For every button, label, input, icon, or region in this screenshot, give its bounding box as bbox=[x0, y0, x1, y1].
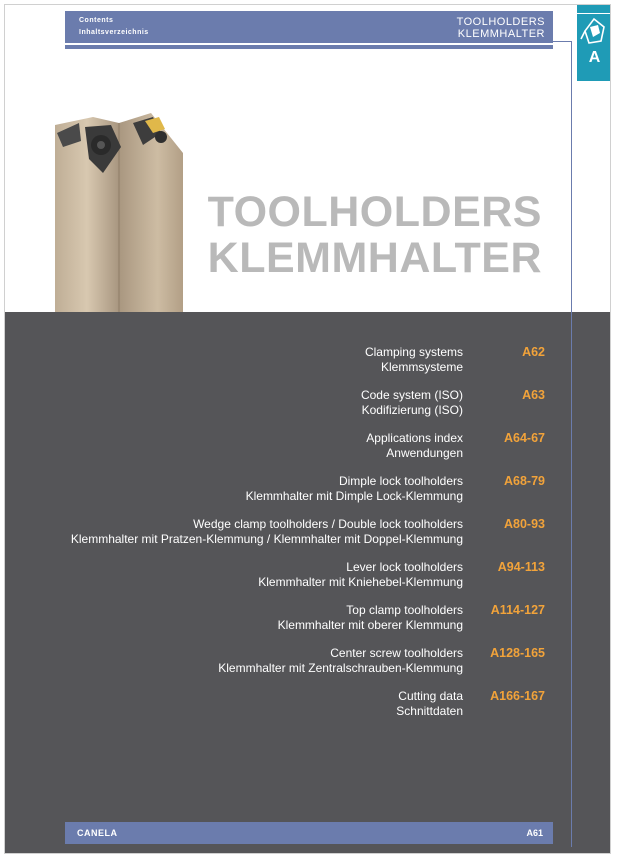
toc-entry-title-de: Klemmhalter mit Zentralschrauben-Klemmung bbox=[218, 661, 463, 675]
toc-entry-applications-index[interactable] bbox=[45, 431, 545, 465]
toc-entry-cutting-data[interactable] bbox=[45, 689, 545, 723]
toc-entry-title-en: Lever lock toolholders bbox=[346, 560, 463, 574]
toc-entry-center-screw[interactable] bbox=[45, 646, 545, 680]
toc-entry-dimple-lock[interactable] bbox=[45, 474, 545, 508]
toc-entry-title-de: Klemmsysteme bbox=[380, 360, 463, 374]
section-tab-a[interactable] bbox=[577, 5, 611, 81]
brand-logo: CANELA bbox=[77, 828, 118, 838]
page-number: A61 bbox=[526, 828, 543, 838]
toc-entry-title-de: Klemmhalter mit Kniehebel-Klemmung bbox=[258, 575, 463, 589]
toc-entry-title-en: Dimple lock toolholders bbox=[338, 474, 463, 488]
header-contents-label: Contents bbox=[79, 17, 114, 24]
toc-entry-title-en: Top clamp toolholders bbox=[346, 603, 463, 617]
toc-entry-page: A94-113 bbox=[497, 560, 545, 574]
toc-entry-title-en: Center screw toolholders bbox=[330, 646, 463, 660]
toc-entry-title-de: Klemmhalter mit Dimple Lock-Klemmung bbox=[245, 489, 463, 503]
toc-entry-code-system[interactable] bbox=[45, 388, 545, 422]
toc-entry-page: A68-79 bbox=[504, 474, 545, 488]
toc-entry-page: A80-93 bbox=[504, 517, 545, 531]
frame-line-vertical bbox=[571, 41, 572, 847]
toc-entry-title-de: Anwendungen bbox=[386, 446, 463, 460]
toc-entry-page: A63 bbox=[522, 388, 545, 402]
title-line-en: TOOLHOLDERS bbox=[207, 188, 542, 236]
toc-entry-page: A166-167 bbox=[490, 689, 545, 703]
toc-entry-wedge-clamp[interactable] bbox=[45, 517, 545, 551]
toc-entry-page: A114-127 bbox=[490, 603, 545, 617]
toc-entry-title-en: Clamping systems bbox=[364, 345, 463, 359]
toc-entry-title-de: Klemmhalter mit Pratzen-Klemmung / Klemmhalter mit Doppel-Klemmung bbox=[70, 532, 463, 546]
page-title bbox=[208, 189, 542, 281]
toc-entry-lever-lock[interactable] bbox=[45, 560, 545, 594]
header-section-title-de: KLEMMHALTER bbox=[457, 28, 545, 40]
toc-entry-top-clamp[interactable] bbox=[45, 603, 545, 637]
footer-bar bbox=[65, 822, 553, 844]
tab-letter: A bbox=[588, 49, 601, 66]
toc-entry-title-en: Wedge clamp toolholders / Double lock toolholders bbox=[193, 517, 463, 531]
toc-entry-title-en: Cutting data bbox=[398, 689, 463, 703]
header-bar bbox=[65, 11, 553, 49]
toc-entry-clamping-systems[interactable] bbox=[45, 345, 545, 379]
toc-entry-page: A64-67 bbox=[504, 431, 545, 445]
toc-entry-page: A62 bbox=[522, 345, 545, 359]
toc-entry-title-de: Kodifizierung (ISO) bbox=[361, 403, 463, 417]
toc-entry-title-en: Code system (ISO) bbox=[360, 388, 463, 402]
header-divider bbox=[65, 43, 553, 45]
title-line-de: KLEMMHALTER bbox=[207, 234, 542, 282]
toc-entry-title-de: Klemmhalter mit oberer Klemmung bbox=[277, 618, 463, 632]
header-inhaltsverzeichnis-label: Inhaltsverzeichnis bbox=[79, 29, 149, 36]
toc-entry-page: A128-165 bbox=[490, 646, 545, 660]
header-section-title-en: TOOLHOLDERS bbox=[456, 16, 545, 28]
toolholder-image bbox=[35, 103, 200, 313]
frame-line-connector bbox=[553, 41, 571, 42]
toc-entry-title-en: Applications index bbox=[366, 431, 463, 445]
toolholder-product-photo bbox=[35, 103, 200, 313]
catalog-page bbox=[4, 4, 611, 854]
toc-entry-title-de: Schnittdaten bbox=[396, 704, 463, 718]
